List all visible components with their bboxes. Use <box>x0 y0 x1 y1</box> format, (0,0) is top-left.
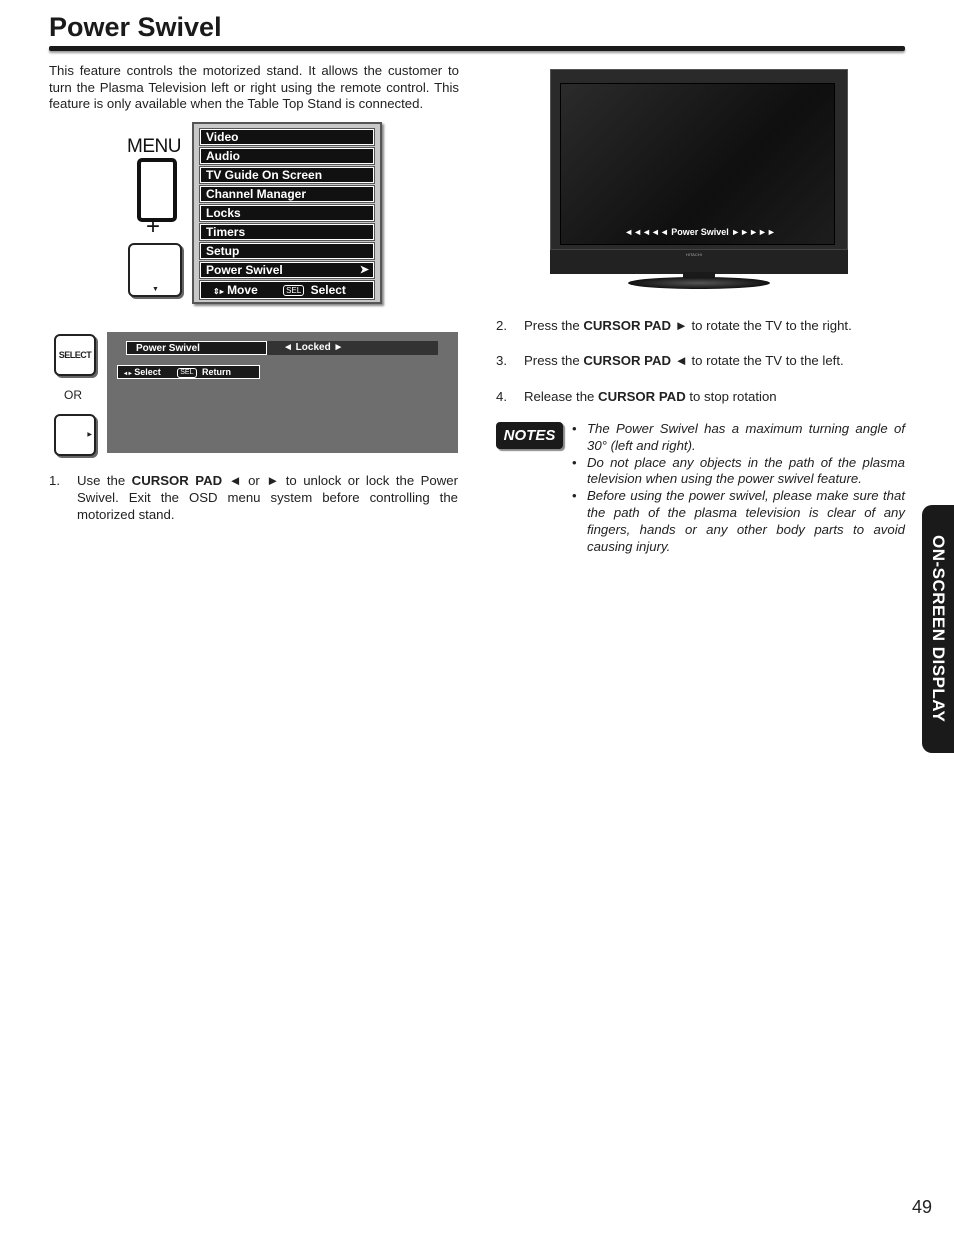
step-number: 4. <box>496 389 507 404</box>
note-item: • The Power Swivel has a maximum turning angle of 30° (left and right). <box>572 421 905 453</box>
left-right-arrows-icon: ◂ ▸ <box>124 371 132 377</box>
step-bold: CURSOR PAD <box>583 318 672 333</box>
power-swivel-row-value: ◄ Locked ► <box>267 341 438 355</box>
menu-item <box>200 129 374 145</box>
select-button-icon: SELECT <box>54 334 96 376</box>
tv-screen <box>560 83 835 245</box>
tv-brand-logo: HITACHI <box>686 252 702 257</box>
power-swivel-row-label: Power Swivel <box>126 341 267 355</box>
step-number: 2. <box>496 318 507 333</box>
step-bold: CURSOR PAD <box>131 473 223 488</box>
step-1 <box>49 472 458 523</box>
sub-footer-return: Return <box>202 367 232 377</box>
menu-item-label: Audio <box>206 149 240 163</box>
note-item: • Before using the power swivel, please make sure that the path of the plasma television is clear of any fingers, hands or any other body parts to avoid causing injury. <box>572 488 905 554</box>
step-bold: CURSOR PAD <box>583 353 672 368</box>
menu-footer-move: Move <box>227 283 258 297</box>
title-rule <box>49 46 905 51</box>
note-text: Do not place any objects in the path of the plasma television when using the power swivel feature. <box>587 454 905 487</box>
menu-item <box>200 148 374 164</box>
menu-item-label: Channel Manager <box>206 187 307 201</box>
sel-icon: SEL <box>283 285 304 296</box>
page-number: 49 <box>912 1197 933 1217</box>
step-bold: CURSOR PAD <box>598 389 686 404</box>
menu-button-label: MENU <box>127 136 181 157</box>
menu-item <box>200 205 374 221</box>
notes-badge: NOTES <box>496 422 563 449</box>
menu-footer <box>200 281 374 299</box>
step-text: ► to rotate the TV to the right. <box>671 318 852 333</box>
note-text: Before using the power swivel, please make sure that the path of the plasma television is clear of any fingers, hands or any other body parts to avoid causing injury. <box>587 488 905 554</box>
menu-item-label: Timers <box>206 225 246 239</box>
notes-list <box>572 421 905 555</box>
menu-item <box>200 224 374 240</box>
cursor-right-button-icon <box>54 414 96 456</box>
menu-item-label: Setup <box>206 244 240 258</box>
step-text: Release the <box>524 389 599 404</box>
chevron-right-icon: ➤ <box>359 264 369 276</box>
right-arrow-icon: ▶ <box>87 432 92 438</box>
step-text: to stop rotation <box>685 389 777 404</box>
tv-osd-power-swivel: ◄◄◄◄◄ Power Swivel ►►►►► <box>624 227 776 237</box>
step-4 <box>496 388 906 405</box>
intro-paragraph: This feature controls the motorized stand. It allows the customer to turn the Plasma Television left or right using the remote control. This feature is only available when the Table Top Stand is connected. <box>49 63 459 111</box>
plus-sign: + <box>146 213 161 240</box>
menu-item <box>200 167 374 183</box>
tv-stand-base <box>628 277 770 289</box>
down-arrow-icon: ▼ <box>152 286 159 293</box>
move-arrows-icon: ⇕▸ <box>213 287 224 296</box>
step-text: Press the <box>524 353 584 368</box>
osd-main-menu <box>192 122 382 304</box>
side-tab-label: ON-SCREEN DISPLAY <box>929 535 948 723</box>
step-text: ◄ or ► to unlock or lock the Power Swivel. Exit the OSD menu system before controlling the motorized stand. <box>77 473 458 522</box>
menu-footer-select: Select <box>310 283 346 297</box>
menu-item-label: Locks <box>206 206 241 220</box>
power-swivel-footer <box>117 365 260 379</box>
menu-item <box>200 243 374 259</box>
page-title: Power Swivel <box>49 12 222 42</box>
note-item: • Do not place any objects in the path of the plasma television when using the power swivel feature. <box>572 454 905 487</box>
step-text: ◄ to rotate the TV to the left. <box>671 353 844 368</box>
or-label: OR <box>64 388 82 402</box>
sub-footer-select: Select <box>134 367 161 377</box>
cursor-down-button-icon <box>128 243 182 297</box>
note-text: The Power Swivel has a maximum turning angle of 30° (left and right). <box>587 421 905 453</box>
step-number: 1. <box>49 473 60 488</box>
menu-item-label: Power Swivel <box>206 263 283 277</box>
menu-item-label: Video <box>206 130 239 144</box>
step-2 <box>496 317 906 334</box>
section-side-tab <box>922 505 954 753</box>
menu-item <box>200 262 374 278</box>
step-text: Use the <box>77 473 132 488</box>
step-number: 3. <box>496 353 507 368</box>
step-3 <box>496 352 906 369</box>
menu-item <box>200 186 374 202</box>
step-text: Press the <box>524 318 584 333</box>
sel-icon: SEL <box>177 368 196 378</box>
menu-item-label: TV Guide On Screen <box>206 168 323 182</box>
